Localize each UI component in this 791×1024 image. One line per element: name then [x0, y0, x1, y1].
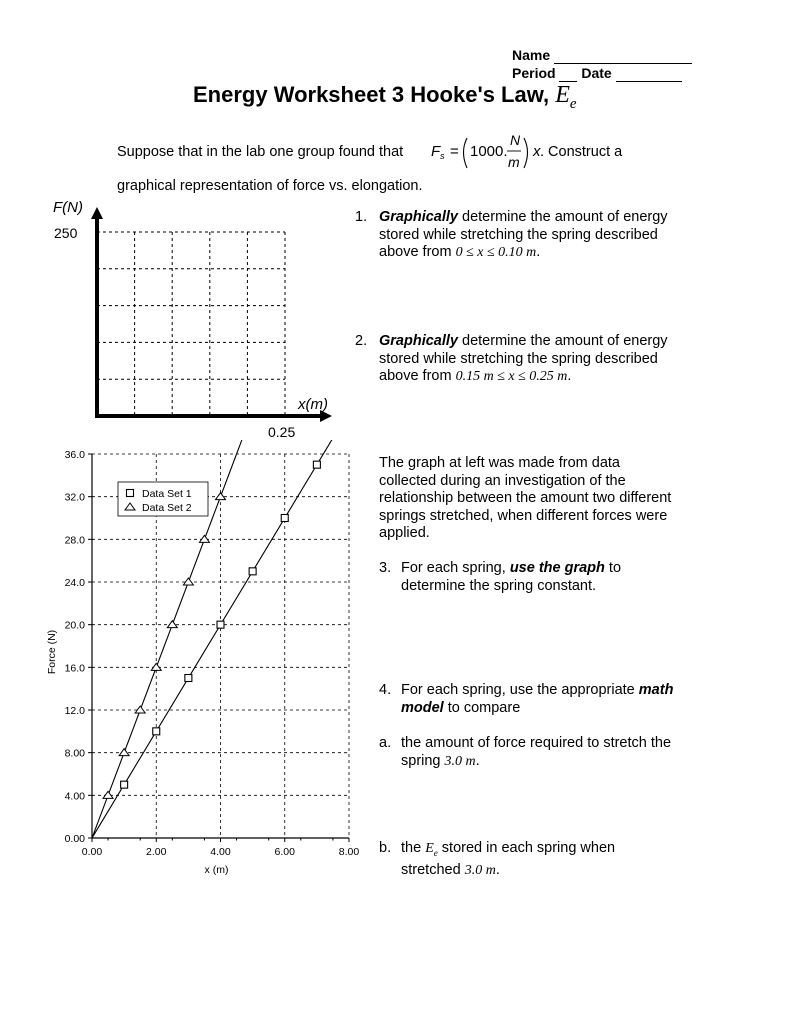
- intro-text-before: Suppose that in the lab one group found that: [117, 144, 404, 160]
- chart-y-tick-label: 20.0: [64, 619, 85, 632]
- chart-y-tick-label: 36.0: [64, 449, 85, 461]
- chart-point-set2: [119, 749, 129, 756]
- chart-point-set1: [185, 675, 192, 682]
- chart-point-set2: [167, 621, 177, 628]
- name-blank[interactable]: [554, 47, 692, 64]
- chart-x-tick-label: 8.00: [338, 846, 360, 858]
- chart-point-set2: [199, 535, 209, 542]
- name-label: Name: [512, 47, 551, 63]
- eq-lhs: F: [431, 143, 441, 160]
- chart-x-tick-label: 0.00: [81, 846, 103, 858]
- chart-point-set1: [121, 781, 128, 788]
- chart-x-label: x (m): [204, 864, 229, 876]
- eq-lhs-sub: s: [440, 151, 445, 161]
- chart-x-tick-label: 6.00: [274, 846, 295, 858]
- question-4-number: 4.: [379, 682, 392, 698]
- question-3-text: For each spring, use the graph to determine the spring constant.: [401, 560, 622, 594]
- title-text: Energy Worksheet 3 Hooke's Law,: [193, 82, 550, 107]
- question-4b-number: b.: [379, 840, 392, 856]
- chart-point-set1: [217, 621, 224, 628]
- chart-y-tick-label: 16.0: [64, 662, 85, 675]
- question-4b-math: 3.0 m: [464, 863, 496, 879]
- date-blank[interactable]: [616, 65, 682, 82]
- chart-y-tick-label: 32.0: [64, 491, 85, 504]
- chart-x-tick-label: 2.00: [146, 846, 167, 858]
- chart-y-tick-label: 28.0: [64, 534, 85, 547]
- eq-unit-num: N: [510, 132, 521, 148]
- question-4-text: For each spring, use the appropriate math model to compare: [401, 682, 674, 716]
- page-title: [193, 82, 577, 113]
- period-date-field[interactable]: [512, 65, 682, 82]
- hooke-equation-svg: [431, 130, 546, 174]
- chart-point-set2: [216, 493, 226, 500]
- date-label: Date: [581, 65, 612, 81]
- period-blank[interactable]: [559, 65, 577, 82]
- question-2-emph: Graphically: [379, 333, 458, 349]
- question-1-math: 0 ≤ x ≤ 0.10 m: [455, 245, 537, 260]
- chart-point-set2: [103, 791, 113, 798]
- eq-equals: =: [450, 143, 459, 160]
- blank-graph-y-tick: 250: [54, 225, 78, 241]
- chart-y-tick-label: 4.00: [64, 790, 85, 803]
- question-1-number: 1.: [355, 209, 368, 225]
- question-3-emph: use the graph: [509, 560, 605, 576]
- chart-point-set1: [281, 515, 288, 522]
- eq-unit-den: m: [508, 154, 520, 170]
- chart-point-set1: [153, 728, 160, 735]
- chart-legend-marker-square-icon: [127, 490, 134, 497]
- eq-right-paren: [524, 138, 528, 168]
- chart-y-tick-label: 8.00: [64, 747, 85, 760]
- question-3-number: 3.: [379, 560, 392, 576]
- chart-legend-label: Data Set 2: [142, 502, 192, 514]
- intro-line-1-end: . Construct a: [540, 144, 623, 160]
- blank-graph-y-label: F(N): [53, 199, 83, 216]
- eq-coeff: 1000.: [470, 143, 508, 160]
- chart-y-tick-label: 0.00: [64, 833, 85, 845]
- intro-line-2: graphical representation of force vs. elongation.: [117, 178, 423, 194]
- chart-point-set1: [313, 461, 320, 468]
- eq-var: x: [533, 143, 541, 160]
- blank-graph-x-label: x(m): [298, 396, 328, 413]
- title-symbol: $E_e$: [555, 82, 577, 112]
- chart-legend-label: Data Set 1: [142, 488, 192, 500]
- chart-point-set2: [135, 706, 145, 713]
- force-elongation-chart: [0, 440, 370, 890]
- question-2-text: Graphically determine the amount of energy stored while stretching the spring described above from 0.15 m ≤ x ≤ 0.25 m.: [379, 333, 668, 384]
- chart-y-label: Force (N): [46, 629, 58, 675]
- eq-left-paren: [464, 138, 468, 168]
- question-2-math: 0.15 m ≤ x ≤ 0.25 m: [455, 369, 568, 384]
- period-label: Period: [512, 65, 556, 81]
- chart-y-tick-label: 12.0: [64, 705, 85, 717]
- chart-point-set1: [249, 568, 256, 575]
- question-4a-math: 3.0 m: [444, 753, 476, 769]
- chart-point-set2: [183, 578, 193, 585]
- data-paragraph: The graph at left was made from data collected during an investigation of the relationship between the amount two different springs stretched, when different forces were applied.: [379, 455, 672, 541]
- name-field[interactable]: [512, 47, 692, 64]
- blank-graph: [40, 195, 350, 445]
- question-2-number: 2.: [355, 333, 368, 349]
- question-1-text: Graphically determine the amount of energy stored while stretching the spring described above from 0 ≤ x ≤ 0.10 m.: [379, 209, 668, 260]
- chart-x-tick-label: 4.00: [210, 846, 231, 858]
- hooke-equation: [431, 130, 546, 174]
- blank-graph-grid: [97, 232, 285, 416]
- question-4b-symbol: $E_e$: [425, 841, 438, 858]
- question-4a-number: a.: [379, 735, 392, 751]
- question-4b-text: the $E_e$ stored in each spring when stretched 3.0 m.: [401, 840, 616, 879]
- question-4a-text: the amount of force required to stretch the spring 3.0 m.: [401, 735, 672, 769]
- question-1-emph: Graphically: [379, 209, 458, 225]
- chart-y-tick-label: 24.0: [64, 577, 85, 589]
- intro-line-1: [117, 143, 403, 161]
- chart-point-set2: [151, 663, 161, 670]
- blank-graph-x-tick: 0.25: [268, 424, 296, 440]
- blank-graph-y-arrow-icon: [91, 207, 103, 219]
